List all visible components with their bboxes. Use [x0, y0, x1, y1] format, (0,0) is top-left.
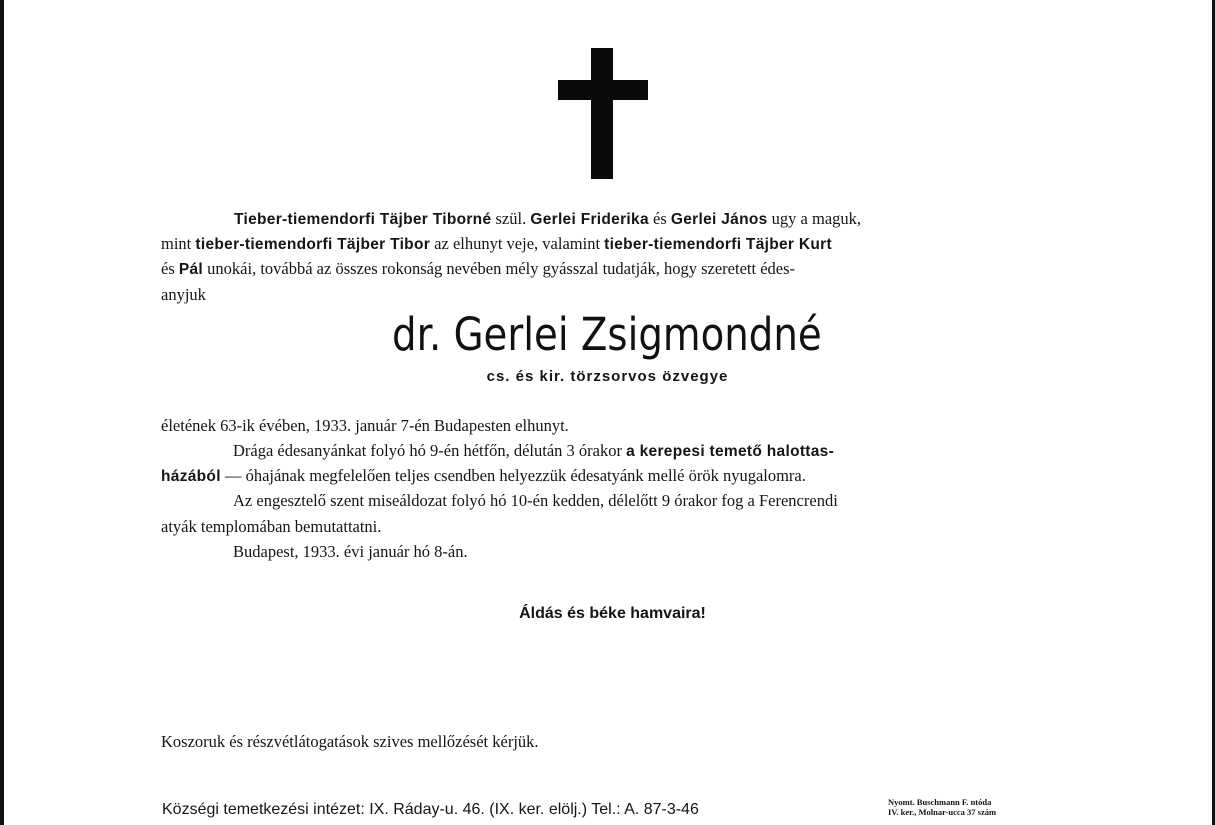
request-note: Koszoruk és részvétlátogatások szives mellőzését kérjük. [161, 732, 539, 751]
funeral-line-1: Drága édesanyánkat folyó hó 9-én hétfőn, délután 3 órakor a kerepesi temető halottas- [233, 441, 835, 460]
printer-imprint: Nyomt. Buschmann F. ntóda IV. ker., Molnar-ucca 37 szám [888, 797, 997, 817]
deceased-name: dr. Gerlei Zsigmondné [392, 308, 822, 361]
announcement-line-1: Tieber-tiemendorfi Täjber Tiborné szül. Gerlei Friderika és Gerlei János ugy a maguk, [234, 209, 862, 228]
blessing: Áldás és béke hamvaira! [519, 605, 706, 622]
funeral-line-2: házából — óhajának megfelelően teljes csendben helyezzük édesatyánk mellé örök nyugalomra. [161, 466, 806, 485]
cross-icon [0, 0, 1215, 200]
announcement-line-4: anyjuk [161, 285, 206, 304]
place-date: Budapest, 1933. évi január hó 8-án. [233, 542, 468, 561]
funeral-home-info: Községi temetkezési intézet: IX. Ráday-u. 46. (IX. ker. elölj.) Tel.: A. 87-3-46 [162, 801, 699, 818]
announcement-line-3: és Pál unokái, továbbá az összes rokonság nevében mély gyásszal tudatják, hogy szeretett édes- [161, 259, 796, 278]
mass-line-2: atyák templomában bemutattatni. [161, 517, 382, 536]
announcement-line-2: mint tieber-tiemendorfi Täjber Tibor az elhunyt veje, valamint tieber-tiemendorfi Täjber Kurt [161, 234, 832, 253]
death-details: életének 63-ik évében, 1933. január 7-én Budapesten elhunyt. [161, 416, 569, 435]
deceased-title: cs. és kir. törzsorvos özvegye [486, 368, 729, 385]
mass-line-1: Az engesztelő szent miseáldozat folyó hó 10-én kedden, délelőtt 9 órakor fog a Ferencrendi [233, 491, 838, 510]
